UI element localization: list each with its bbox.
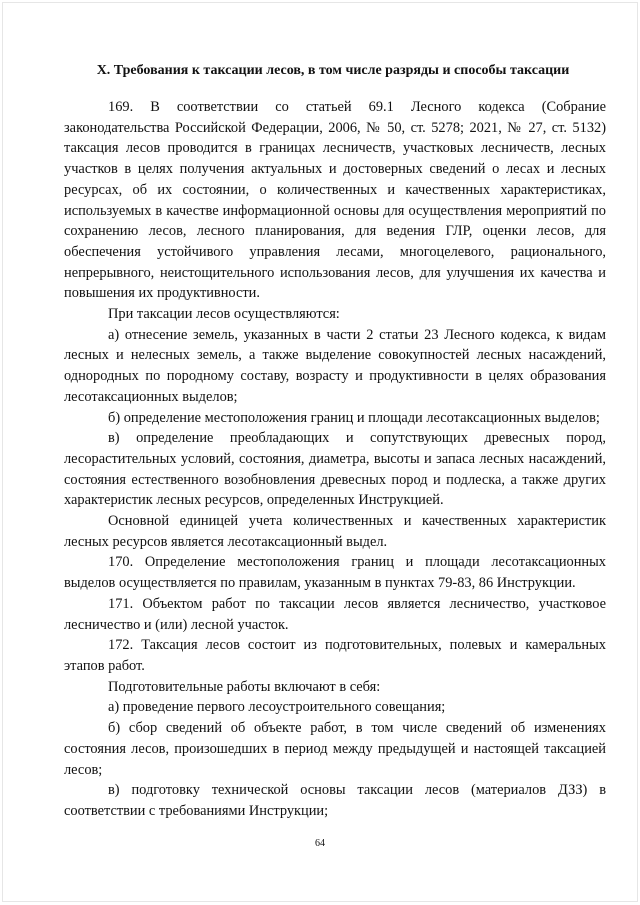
document-body — [64, 97, 606, 822]
prep-item-a: а) проведение первого лесоустроительного совещания; — [108, 699, 446, 716]
list-item-v: в) определение преобладающих и сопутствующих древесных пород, лесорастительных условий, состояния, диаметра, высоты и запаса лесных насаждений, состояния естественного возобновления древесных пород и подлеска, а также других характеристик лесных ресурсов, определенных Инструкцией. — [64, 430, 606, 509]
paragraph-171: 171. Объектом работ по таксации лесов является лесничество, участковое лесничество и (или) лесной участок. — [64, 595, 606, 633]
paragraph-169: 169. В соответствии со статьей 69.1 Лесного кодекса (Собрание законодательства Российской Федерации, 2006, № 50, ст. 5278; 2021, № 27, ст. 5132) таксация лесов проводится в границах лесничеств, участковых лесничеств, лесных участков в целях получения актуальных и достоверных сведений о лесах и лесных ресурсах, об их состоянии, о количественных и качественных характеристиках, используемых в качестве информационной основы для осуществления мероприятий по сохранению лесов, лесного планирования, для ведения ГЛР, оценки лесов, для обеспечения устойчивого управления лесами, многоцелевого, рационального, непрерывного, неистощительного использования лесов, для улучшения их качества и повышения их продуктивности. — [64, 99, 606, 302]
paragraph-intro-list: При таксации лесов осуществляются: — [108, 306, 340, 323]
paragraph-170: 170. Определение местоположения границ и площади лесотаксационных выделов осуществляется по правилам, указанным в пунктах 79-83, 86 Инструкции. — [64, 554, 606, 592]
prep-item-v: в) подготовку технической основы таксации лесов (материалов ДЗЗ) в соответствии с требованиями Инструкции; — [64, 782, 606, 819]
list-item-a: а) отнесение земель, указанных в части 2 статьи 23 Лесного кодекса, к видам лесных и нелесных земель, а также выделение совокупностей лесных насаждений, однородных по породному составу, возрасту и продуктивности в целях образования лесотаксационных выделов; — [64, 326, 606, 405]
paragraph-prep-intro: Подготовительные работы включают в себя: — [108, 678, 381, 695]
section-heading: X. Требования к таксации лесов, в том числе разряды и способы таксации — [96, 63, 570, 78]
prep-item-b: б) сбор сведений об объекте работ, в том числе сведений об изменениях состояния лесов, произошедших в период между предыдущей и настоящей таксацией лесов; — [64, 720, 606, 778]
page-number: 64 — [315, 838, 325, 849]
paragraph-basic-unit: Основной единицей учета количественных и качественных характеристик лесных ресурсов является лесотаксационный выдел. — [64, 513, 606, 550]
paragraph-172: 172. Таксация лесов состоит из подготовительных, полевых и камеральных этапов работ. — [64, 637, 606, 674]
list-item-b: б) определение местоположения границ и площади лесотаксационных выделов; — [108, 409, 600, 426]
